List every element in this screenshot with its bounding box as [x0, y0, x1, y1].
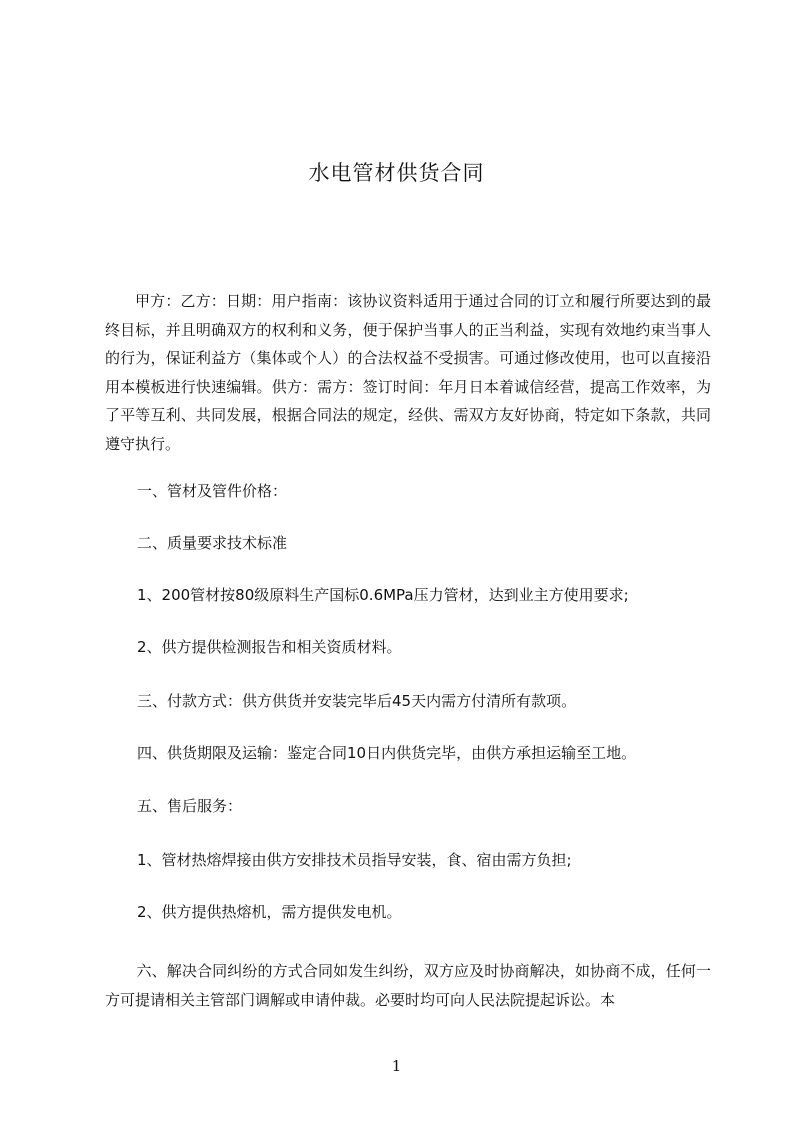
page-number: 1	[391, 1057, 402, 1075]
section-2-heading: 二、质量要求技术标准	[137, 534, 288, 552]
section-6-dispute: 六、解决合同纠纷的方式合同如发生纠纷，双方应及时协商解决，如协商不成，任何一方可提请相关主管部门调解或申请仲裁。必要时均可向人民法院提起诉讼。本	[105, 962, 711, 1009]
intro-paragraph: 甲方：乙方：日期：用户指南：该协议资料适用于通过合同的订立和履行所要达到的最终目标，并且明确双方的权利和义务，便于保护当事人的正当利益，实现有效地约束当事人的行为，保证利益方（集体或个人）的合法权益不受损害。可通过修改使用，也可以直接沿用本模板进行快速编辑。供方：需方：签订时间：年月日本着诚信经营，提高工作效率，为了平等互利、共同发展，根据合同法的规定，经供、需双方友好协商，特定如下条款，共同遵守执行。	[105, 292, 711, 453]
section-5-item-1: 1、管材热熔焊接由供方安排技术员指导安装，食、宿由需方负担;	[137, 851, 572, 869]
section-3-payment: 三、付款方式：供方供货并安装完毕后45天内需方付清所有款项。	[137, 692, 577, 710]
section-2-item-2: 2、供方提供检测报告和相关资质材料。	[137, 638, 402, 656]
section-5-heading: 五、售后服务：	[137, 797, 243, 815]
section-1-heading: 一、管材及管件价格：	[137, 482, 288, 500]
section-5-item-2: 2、供方提供热熔机，需方提供发电机。	[137, 903, 402, 921]
section-4-delivery: 四、供货期限及运输：鉴定合同10日内供货完毕，由供方承担运输至工地。	[137, 744, 637, 762]
document-title: 水电管材供货合同	[308, 161, 485, 186]
section-2-item-1: 1、200管材按80级原料生产国标0.6MPa压力管材，达到业主方使用要求;	[137, 586, 629, 604]
